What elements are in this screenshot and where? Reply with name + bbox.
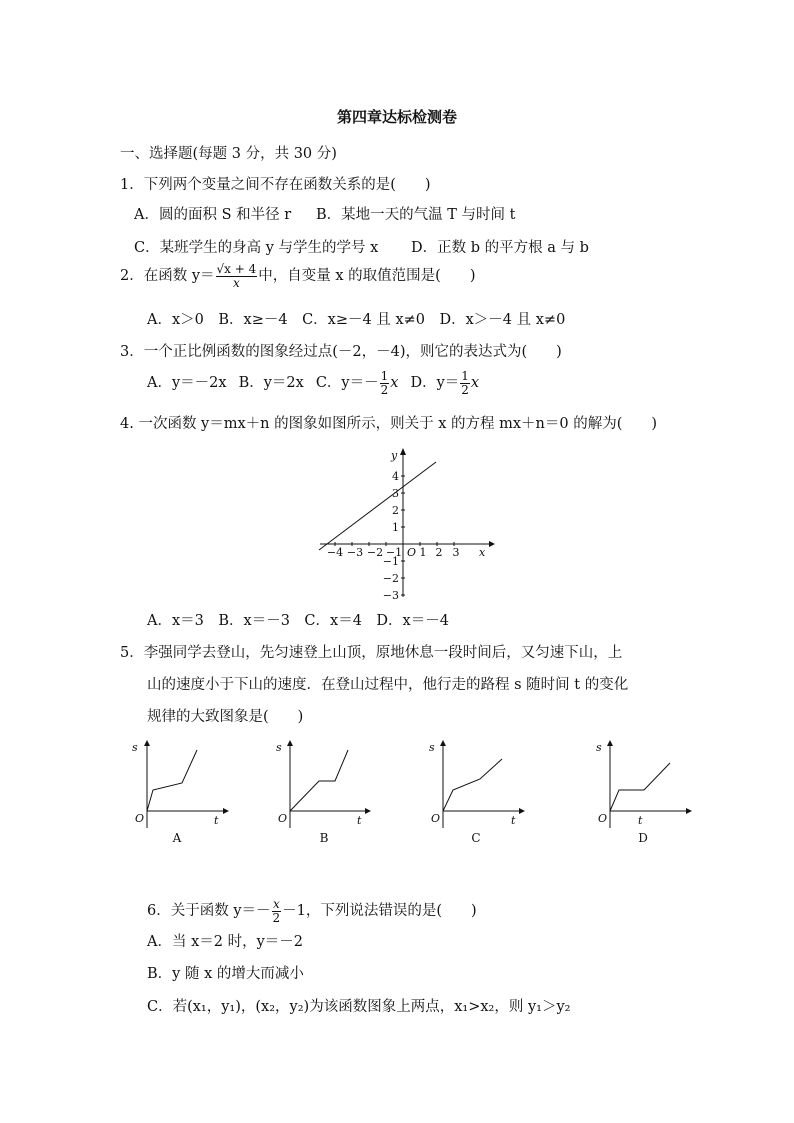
origin-label: O [431,812,441,825]
question-5-graph-a [120,738,230,850]
question-6-fraction-numerator: x [272,897,280,911]
page-title: 第四章达标检测卷 [336,108,457,126]
question-3-options [147,370,479,396]
question-3-option-a: A．y＝－2x [147,375,227,392]
s-axis-arrow [607,740,613,746]
question-1-option-a: A．圆的面积 S 和半径 r [134,207,292,223]
question-6-fraction-denominator: 2 [272,910,281,925]
s-axis-label: s [132,741,138,754]
question-3-option-c-pre: C．y＝－ [315,375,379,392]
y-tick-label: −1 [382,555,399,568]
fraction-numerator: 1 [380,369,389,383]
distance-curve [610,763,670,811]
s-axis-label: s [596,741,602,754]
fraction-denominator: 2 [461,382,469,397]
t-axis-arrow [686,808,692,814]
question-5-graph-c [423,738,533,850]
question-6-fraction [272,898,282,924]
question-6-option-c: C．若(x₁，y₁)，(x₂，y₂)为该函数图象上两点，x₁>x₂，则 y₁＞y₂ [147,999,571,1015]
distance-curve [443,759,502,811]
x-tick-label: −4 [326,546,344,559]
question-2-fraction [216,263,258,289]
origin-label: O [135,812,145,825]
y-tick-label: 4 [392,470,399,483]
x-axis-label: x [479,546,486,559]
question-1-stem: 1．下列两个变量之间不存在函数关系的是( ) [120,177,431,193]
question-6-stem-pre: 6．关于函数 y＝－ [147,903,271,920]
t-axis-label: t [357,814,362,827]
graph-caption-a: A [172,831,182,845]
question-2-fraction-denominator: x [233,275,240,290]
question-2-stem [120,263,475,289]
t-axis-arrow [519,808,525,814]
origin-label: O [598,812,608,825]
x-tick-label: −3 [346,546,364,559]
graph-caption-c: C [471,831,481,845]
x-tick-label: 3 [452,546,460,559]
x-axis-arrow [489,541,495,547]
s-axis-arrow [144,740,150,746]
question-3-option-b: B．y＝2x [238,375,304,392]
question-3-option-d-fraction [460,370,470,396]
x-tick-label: 2 [435,546,443,559]
variable-x: x [470,375,480,392]
s-axis-arrow [287,740,293,746]
question-3-option-c-fraction [380,370,390,396]
question-4-stem: 4. 一次函数 y＝mx＋n 的图象如图所示，则关于 x 的方程 mx＋n＝0 的解为( ) [120,416,658,432]
question-5-line-2: 山的速度小于下山的速度．在登山过程中，他行走的路程 s 随时间 t 的变化 [147,677,629,693]
origin-label: O [407,546,417,559]
question-1-option-c: C．某班学生的身高 y 与学生的学号 x [134,240,379,256]
y-axis-arrow [400,448,406,455]
fraction-denominator: 2 [380,382,389,397]
x-tick-label: 1 [419,546,427,559]
graph-caption-b: B [319,831,329,845]
question-6-stem-post: －1，下列说法错误的是( ) [282,903,477,920]
graph-caption-d: D [638,831,648,845]
question-5-line-1: 5．李强同学去登山，先匀速登上山顶，原地休息一段时间后，又匀速下山，上 [120,645,623,661]
section-heading: 一、选择题(每题 3 分，共 30 分) [120,146,337,162]
question-3-stem: 3．一个正比例函数的图象经过点(－2，－4)，则它的表达式为( ) [120,344,562,360]
origin-label: O [278,812,288,825]
question-1-option-b: B．某地一天的气温 T 与时间 t [316,207,516,223]
variable-x: x [390,375,399,392]
question-5-graph-d [593,738,703,850]
question-6-option-a: A．当 x＝2 时，y＝－2 [147,934,304,950]
question-6-stem [147,898,477,924]
y-axis-label: y [391,449,398,462]
t-axis-arrow [223,808,229,814]
y-tick-label: −2 [382,572,399,585]
question-2-fraction-numerator: √x + 4 [216,262,257,276]
s-axis-label: s [429,741,435,754]
question-2-options: A．x＞0 B．x≥－4 C．x≥－4 且 x≠0 D．x＞－4 且 x≠0 [147,312,566,328]
distance-curve [290,750,348,811]
function-line [319,462,436,550]
x-tick-label: −2 [366,546,384,559]
t-axis-label: t [214,814,219,827]
question-2-stem-post: 中，自变量 x 的取值范围是( ) [258,268,476,285]
s-axis-arrow [440,740,446,746]
s-axis-label: s [276,741,282,754]
y-tick-label: 3 [392,487,399,500]
y-tick-label: 2 [392,504,399,517]
t-axis-label: t [511,814,516,827]
t-axis-label: t [638,814,643,827]
x-tick-label: −1 [385,546,403,559]
question-2-stem-pre: 2．在函数 y＝ [120,268,215,285]
question-1-option-d: D．正数 b 的平方根 a 与 b [411,240,589,256]
y-tick-label: −3 [382,589,399,602]
question-6-option-b: B．y 随 x 的增大而减小 [147,966,304,982]
question-5-graph-b [267,738,377,850]
question-4-options: A．x＝3 B．x＝－3 C．x＝4 D．x＝－4 [147,613,449,629]
y-tick-label: 1 [392,521,399,534]
t-axis-arrow [365,808,371,814]
distance-curve [147,750,197,811]
fraction-numerator: 1 [461,369,469,383]
question-4-graph [315,447,495,602]
question-5-line-3: 规律的大致图象是( ) [147,709,304,725]
question-3-option-d-pre: D．y＝ [410,375,460,392]
